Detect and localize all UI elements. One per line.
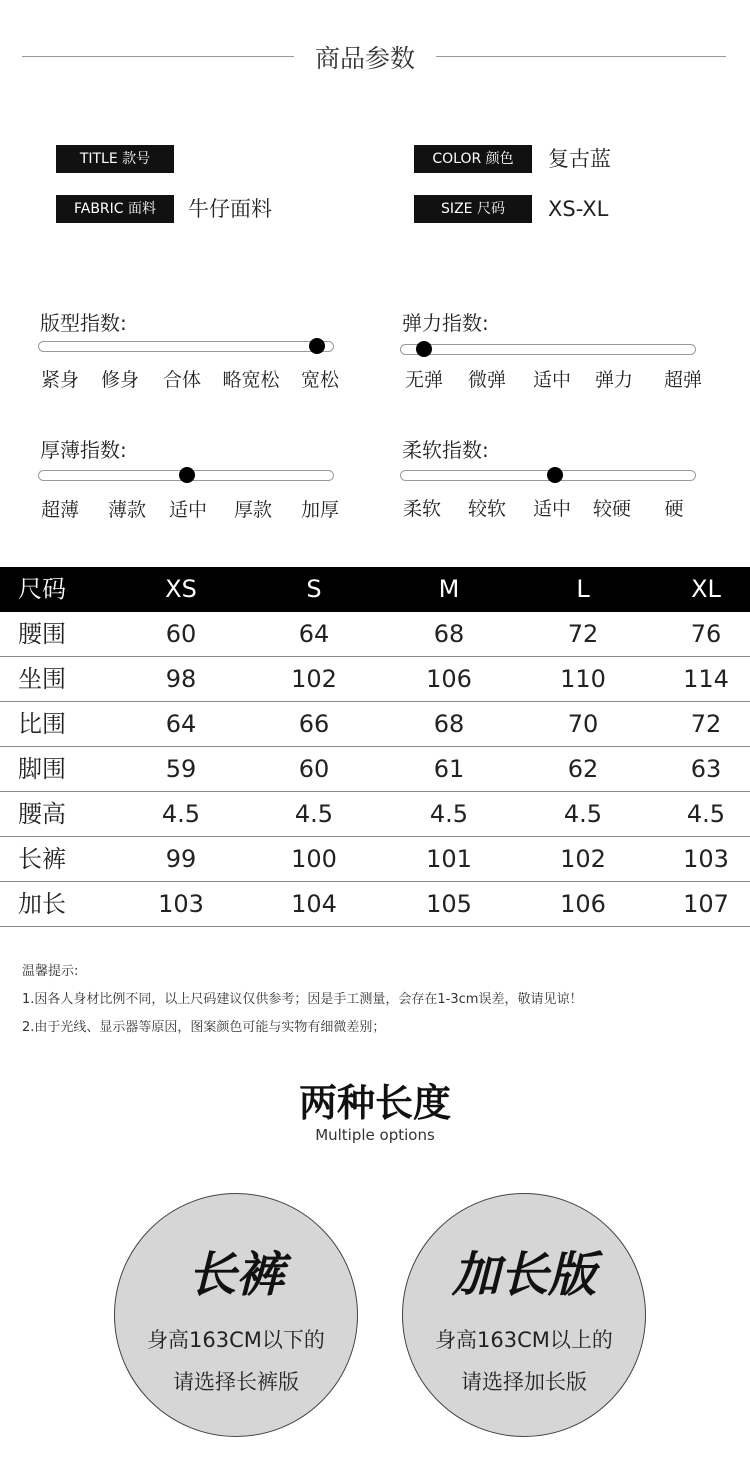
table-cell: 107	[683, 890, 729, 918]
table-cell: 68	[433, 620, 465, 648]
table-cell: 64	[165, 710, 197, 738]
stretch-level-label: 适中	[532, 369, 572, 391]
size-header-cell: XL	[691, 575, 721, 603]
fit-level-label: 略宽松	[222, 369, 280, 391]
softness-level-label: 较硬	[592, 498, 632, 520]
fit-level-label: 合体	[162, 369, 202, 391]
row-label: 比围	[18, 710, 66, 738]
option-line: 请选择加长版	[461, 1370, 587, 1394]
softness-index-title: 柔软指数:	[402, 438, 489, 462]
option-line: 身高163CM以下的	[147, 1328, 325, 1352]
table-cell: 72	[690, 710, 722, 738]
notes-line: 1.因各人身材比例不同，以上尺码建议仅供参考；因是手工测量，会存在1-3cm误差，敬请见谅！	[22, 992, 583, 1007]
table-row	[0, 612, 750, 657]
softness-level-label: 适中	[532, 498, 572, 520]
size-header-label: 尺码	[18, 575, 66, 603]
size-table-header	[0, 567, 750, 612]
table-cell: 60	[298, 755, 330, 783]
length-subtitle: Multiple options	[315, 1126, 435, 1144]
table-cell: 99	[165, 845, 197, 873]
table-cell: 98	[165, 665, 197, 693]
size-header-cell: XS	[165, 575, 197, 603]
table-cell: 4.5	[161, 800, 201, 828]
table-cell: 110	[560, 665, 606, 693]
option-name: 长裤	[187, 1247, 284, 1303]
length-option-long	[402, 1193, 646, 1437]
stretch-index-knob	[416, 341, 432, 357]
table-cell: 61	[433, 755, 465, 783]
size-header-cell: S	[306, 575, 322, 603]
stretch-index-title: 弹力指数:	[402, 311, 489, 335]
table-cell: 106	[426, 665, 472, 693]
option-name: 加长版	[451, 1247, 596, 1303]
size-header-cell: M	[438, 575, 460, 603]
table-cell: 64	[298, 620, 330, 648]
table-cell: 76	[690, 620, 722, 648]
thickness-index-track	[38, 470, 334, 481]
thickness-level-label: 薄款	[107, 499, 147, 521]
table-cell: 106	[560, 890, 606, 918]
table-cell: 4.5	[294, 800, 334, 828]
thickness-level-label: 厚款	[233, 499, 273, 521]
size-tag: SIZE 尺码	[414, 195, 532, 223]
table-row	[0, 747, 750, 792]
row-label: 坐围	[18, 665, 66, 693]
table-cell: 102	[291, 665, 337, 693]
table-row	[0, 837, 750, 882]
table-cell: 70	[567, 710, 599, 738]
row-label: 腰高	[18, 800, 66, 828]
length-title: 两种长度	[298, 1081, 451, 1125]
table-cell: 4.5	[686, 800, 726, 828]
table-cell: 66	[298, 710, 330, 738]
size-value: XS-XL	[548, 197, 609, 221]
fit-level-label: 紧身	[40, 369, 80, 391]
thickness-level-label: 超薄	[40, 499, 80, 521]
fit-level-label: 宽松	[300, 369, 340, 391]
table-row	[0, 702, 750, 747]
fit-index-knob	[309, 338, 325, 354]
table-cell: 101	[426, 845, 472, 873]
notes	[22, 958, 582, 1042]
softness-index-knob	[547, 467, 563, 483]
table-cell: 105	[426, 890, 472, 918]
softness-level-label: 硬	[664, 498, 684, 520]
table-cell: 4.5	[429, 800, 469, 828]
color-tag: COLOR 颜色	[414, 145, 532, 173]
notes-title: 温馨提示:	[22, 964, 79, 979]
thickness-index-knob	[179, 467, 195, 483]
fabric-value: 牛仔面料	[188, 197, 272, 221]
fit-index-track	[38, 341, 334, 352]
table-row	[0, 657, 750, 702]
row-label: 长裤	[18, 845, 66, 873]
notes-line: 2.由于光线、显示器等原因，图案颜色可能与实物有细微差别；	[22, 1020, 386, 1035]
section-title: 商品参数	[314, 44, 415, 73]
stretch-level-label: 无弹	[404, 369, 444, 391]
table-cell: 103	[158, 890, 204, 918]
table-cell: 103	[683, 845, 729, 873]
stretch-level-label: 弹力	[594, 369, 634, 391]
table-cell: 62	[567, 755, 599, 783]
row-label: 加长	[18, 890, 66, 918]
fit-index-title: 版型指数:	[40, 311, 127, 335]
title-tag: TITLE 款号	[56, 145, 174, 173]
stretch-index-track	[400, 344, 696, 355]
table-row	[0, 882, 750, 927]
option-line: 请选择长裤版	[173, 1370, 299, 1394]
table-cell: 4.5	[563, 800, 603, 828]
table-cell: 102	[560, 845, 606, 873]
thickness-level-label: 加厚	[300, 499, 340, 521]
row-label: 脚围	[18, 755, 66, 783]
table-row	[0, 792, 750, 837]
softness-level-label: 柔软	[402, 498, 442, 520]
table-cell: 72	[567, 620, 599, 648]
size-table	[0, 567, 750, 927]
table-cell: 104	[291, 890, 337, 918]
section-header	[0, 36, 750, 76]
thickness-level-label: 适中	[168, 499, 208, 521]
length-option-regular	[114, 1193, 358, 1437]
table-cell: 60	[165, 620, 197, 648]
row-label: 腰围	[18, 620, 66, 648]
table-cell: 59	[165, 755, 197, 783]
size-header-cell: L	[576, 575, 590, 603]
table-cell: 68	[433, 710, 465, 738]
stretch-level-label: 微弹	[467, 369, 507, 391]
fabric-tag: FABRIC 面料	[56, 195, 174, 223]
option-line: 身高163CM以上的	[435, 1328, 613, 1352]
softness-level-label: 较软	[467, 498, 507, 520]
table-cell: 114	[683, 665, 729, 693]
header-divider-right	[436, 56, 726, 57]
stretch-level-label: 超弹	[663, 369, 703, 391]
thickness-index-title: 厚薄指数:	[40, 438, 127, 462]
fit-level-label: 修身	[100, 369, 140, 391]
table-cell: 63	[690, 755, 722, 783]
color-value: 复古蓝	[548, 147, 611, 171]
table-cell: 100	[291, 845, 337, 873]
softness-index-track	[400, 470, 696, 481]
header-divider-left	[22, 56, 294, 57]
